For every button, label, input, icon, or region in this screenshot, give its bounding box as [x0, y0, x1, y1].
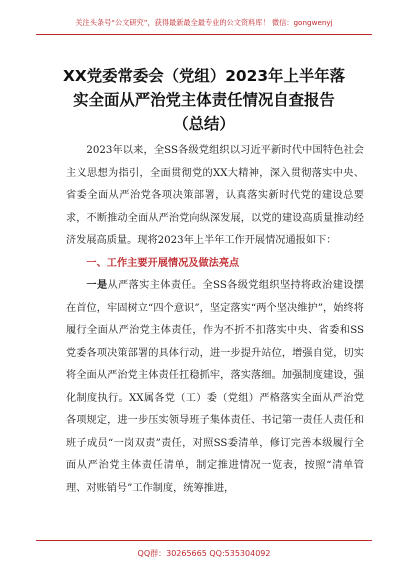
page-header — [36, 10, 372, 35]
intro-paragraph: 2023年以来，全SS各级党组织以习近平新时代中国特色社会主义思想为指引，全面贯彻党的XX大精神，深入贯彻落实中央、省委全面从严治党各项决策部署，认真落实新时代党的建设总要求，不断推动全面从严治党向纵深发展，以党的建设高质量推动经济发展高质量。现将2023年上半年工作开展情况通报如下： — [66, 145, 364, 246]
header-banner-text[interactable]: 关注头条号“公文研究”，获得最新最全最专业的公文资料库！ 微信：gongwenyj — [75, 18, 333, 27]
document-title — [36, 64, 372, 136]
document-body — [66, 140, 364, 500]
page-footer — [36, 540, 372, 560]
title-line-3: （总结） — [173, 115, 235, 133]
item-1-text: 从严落实主体责任。全SS各级党组织坚持将政治建设摆在首位，牢固树立“四个意识”，坚定落实“两个坚决维护”，始终将履行全面从严治党主体责任，作为不折不扣落实中央、省委和SS党委各项决策部署的具体行动，进一步提升站位，增强自觉，切实将全面从严治党主体责任扛稳抓牢，落实落细。加强制度建设，强化制度执行。XX属各党（工）委（党组）严格落实全面从严治党各项规定，进一步压实领导班子集体责任、书记第一责任人责任和班子成员“一岗双责”责任，对照SS委清单，修订完善本级履行全面从严治党主体责任清单，制定推进情况一览表，按照“清单管理、对账销号”工作制度，统筹推进， — [66, 280, 364, 494]
item-1-lead: 一是 — [86, 280, 108, 291]
item-1-paragraph — [66, 275, 364, 500]
footer-contact-text: QQ群：30265665 QQ:535304092 — [137, 549, 271, 558]
title-line-2: 实全面从严治党主体责任情况自查报告 — [73, 91, 335, 109]
section-heading-1: 一、工作主要开展情况及做法亮点 — [86, 257, 240, 269]
title-line-1: XX党委常委会（党组）2023年上半年落 — [62, 67, 346, 85]
